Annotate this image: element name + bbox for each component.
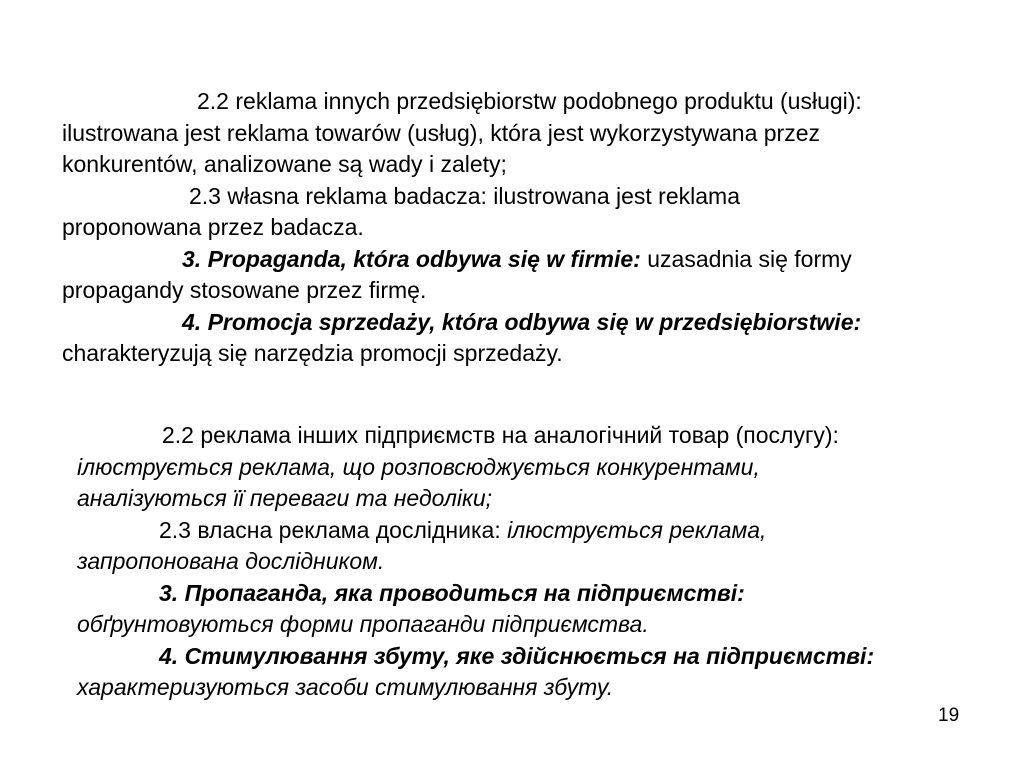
ukrainian-item-2-3-italic: ілюструється реклама, — [507, 516, 767, 543]
page-number: 19 — [938, 705, 960, 726]
ukrainian-item-4-heading: 4. Стимулювання збуту, яке здійснюється на підприємстві: — [159, 642, 875, 669]
ukrainian-item-3-heading: 3. Пропаганда, яка проводиться на підприємстві: — [159, 579, 745, 606]
polish-item-2-3-line2: proponowana przez badacza. — [62, 214, 364, 240]
ukrainian-text-block — [77, 420, 874, 704]
ukrainian-item-2-2-line2: ілюструється реклама, що розповсюджується конкурентами, — [77, 453, 760, 480]
polish-text-block — [62, 86, 862, 370]
polish-item-2-3-line1: 2.3 własna reklama badacza: ilustrowana jest reklama — [189, 182, 740, 209]
ukrainian-item-2-3-line2: запропонована дослідником. — [77, 548, 385, 574]
polish-item-3-heading: 3. Propaganda, która odbywa się w firmie: — [182, 245, 641, 272]
ukrainian-item-2-2-line3: аналізуються її переваги та недоліки; — [77, 485, 493, 511]
ukrainian-item-3-line2: обґрунтовуються форми пропаганди підприємства. — [77, 611, 649, 637]
polish-item-3-line2: propagandy stosowane przez firmę. — [62, 277, 427, 303]
polish-item-4-heading: 4. Promocja sprzedaży, która odbywa się w przedsiębiorstwie: — [182, 308, 862, 335]
polish-item-2-2-line3: konkurentów, analizowane są wady i zalety; — [62, 151, 507, 177]
polish-item-3-text: uzasadnia się formy — [640, 245, 852, 272]
ukrainian-item-2-2-line1: 2.2 реклама інших підприємств на аналогічний товар (послугу): — [162, 422, 839, 448]
ukrainian-item-2-3-line1 — [77, 515, 874, 547]
ukrainian-item-2-3-text: 2.3 власна реклама дослідника: — [159, 516, 508, 543]
polish-item-4-line2: charakteryzują się narzędzia promocji sprzedaży. — [62, 340, 563, 366]
polish-item-2-2-line2: ilustrowana jest reklama towarów (usług), która jest wykorzystywana przez — [62, 119, 820, 146]
polish-item-2-2-line1: 2.2 reklama innych przedsiębiorstw podobnego produktu (usługi): — [197, 88, 862, 114]
polish-item-3-line1 — [62, 244, 862, 276]
ukrainian-item-4-line2: характеризуються засоби стимулювання збуту. — [77, 674, 614, 700]
